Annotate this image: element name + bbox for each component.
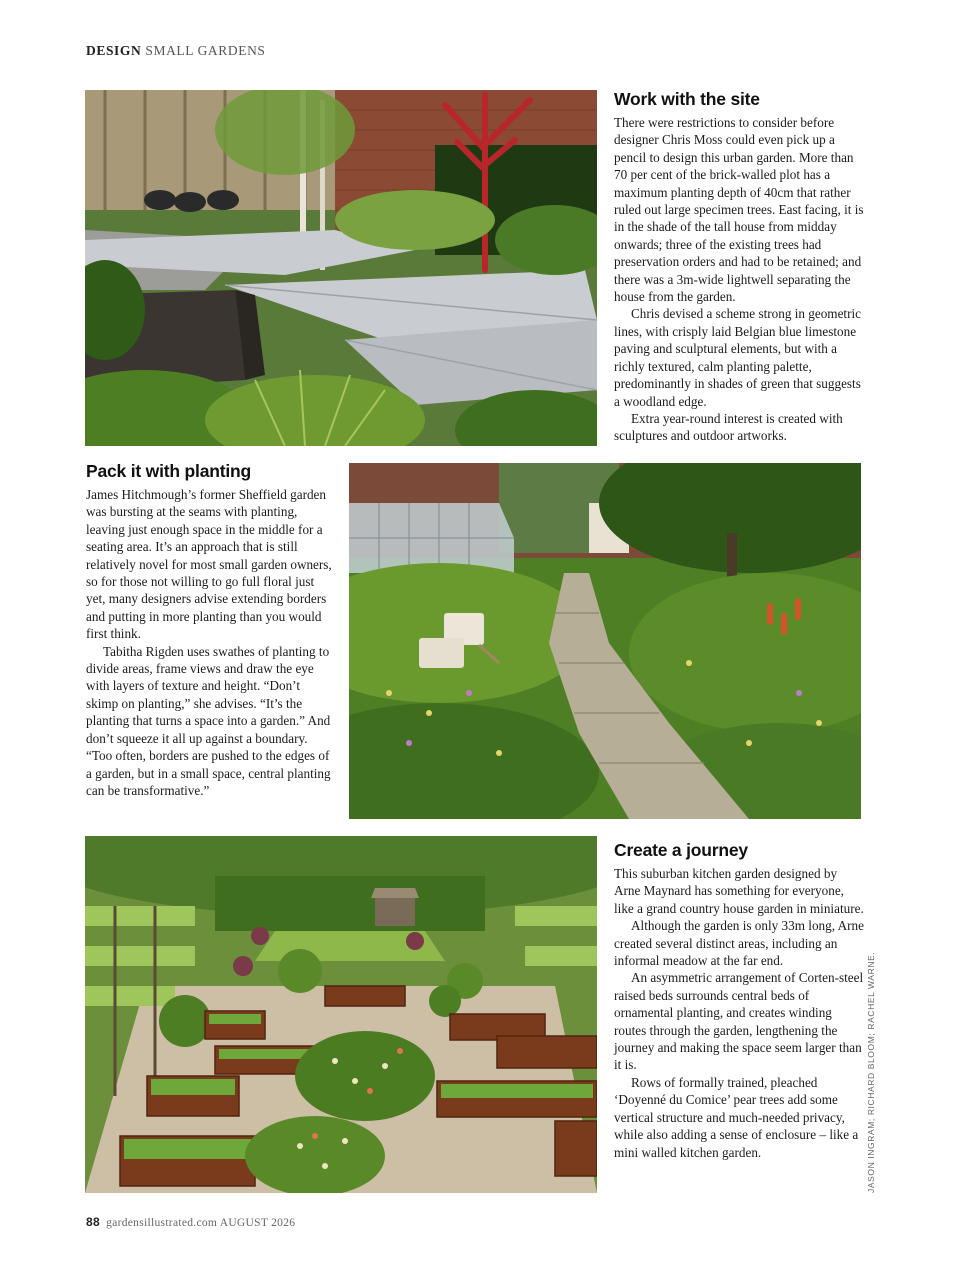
photo-sheffield-garden: [349, 463, 861, 819]
footer-site: gardensillustrated.com: [106, 1217, 218, 1229]
section-label: DESIGN: [86, 43, 142, 58]
photo-kitchen-garden: [85, 836, 597, 1193]
paragraph: Extra year-round interest is created with sculptures and outdoor artworks.: [614, 410, 843, 444]
paragraph: Rows of formally trained, pleached ‘Doyenné du Comice’ pear trees add some vertical structure and much-needed privacy, while also adding a sense of enclosure – like a mini walled kitchen garden.: [614, 1074, 859, 1160]
paragraph: Although the garden is only 33m long, Arne created several distinct areas, including an informal meadow at the far end.: [614, 918, 864, 969]
paragraph: James Hitchmough’s former Sheffield garden was bursting at the seams with planting, leaving just enough space in the middle for a seating area. It’s an approach that is still relatively novel for most small garden owners, so for those not willing to go full floral just yet, many designers advise extending borders and putting in more planting than you would first think.: [86, 487, 332, 642]
paragraph: This suburban kitchen garden designed by Arne Maynard has something for everyone, like a grand country house garden in miniature.: [614, 866, 864, 916]
sheffield-garden-illustration: [349, 463, 861, 819]
subsection-label: SMALL GARDENS: [145, 43, 266, 58]
section-work-with-the-site: [614, 88, 864, 445]
page-number: 88: [86, 1215, 100, 1229]
section-pack-it-with-planting: [86, 460, 332, 799]
photo-urban-garden: [85, 90, 597, 446]
section-create-a-journey: [614, 839, 864, 1161]
running-header: [86, 43, 266, 59]
paragraph: Tabitha Rigden uses swathes of planting to divide areas, frame views and draw the eye with layers of texture and height. “Don’t skimp on planting,” she advises. “It’s the planting that turns a space into a garden.” And don’t squeeze it all up against a boundary. “Too often, borders are pushed to the edges of a garden, but in a small space, central planting can be transformative.”: [86, 643, 331, 798]
section-heading: Work with the site: [614, 89, 760, 109]
kitchen-garden-illustration: [85, 836, 597, 1193]
urban-garden-illustration: [85, 90, 597, 446]
photo-credit: JASON INGRAM; RICHARD BLOOM; RACHEL WARNE.: [866, 951, 876, 1193]
footer-issue: AUGUST 2026: [219, 1217, 296, 1229]
section-heading: Create a journey: [614, 840, 748, 860]
paragraph: There were restrictions to consider before designer Chris Moss could even pick up a pencil to design this urban garden. More than 70 per cent of the brick-walled plot has a maximum planting depth of 40cm that rather ruled out large specimen trees. East facing, it is in the shade of the tall house from midday onwards; three of the existing trees had preservation orders and had to be retained; and there was a 3m-wide lightwell separating the house from the garden.: [614, 115, 864, 305]
page-footer: [86, 1215, 295, 1229]
paragraph: An asymmetric arrangement of Corten-steel raised beds surrounds central beds of ornamental planting, and creates winding routes through the garden, lengthening the journey and making the space seem larger than it is.: [614, 970, 864, 1073]
paragraph: Chris devised a scheme strong in geometric lines, with crisply laid Belgian blue limestone paving and sculptural elements, but with a richly textured, calm planting palette, predominantly in shades of green that suggests a woodland edge.: [614, 306, 861, 409]
section-heading: Pack it with planting: [86, 461, 251, 481]
